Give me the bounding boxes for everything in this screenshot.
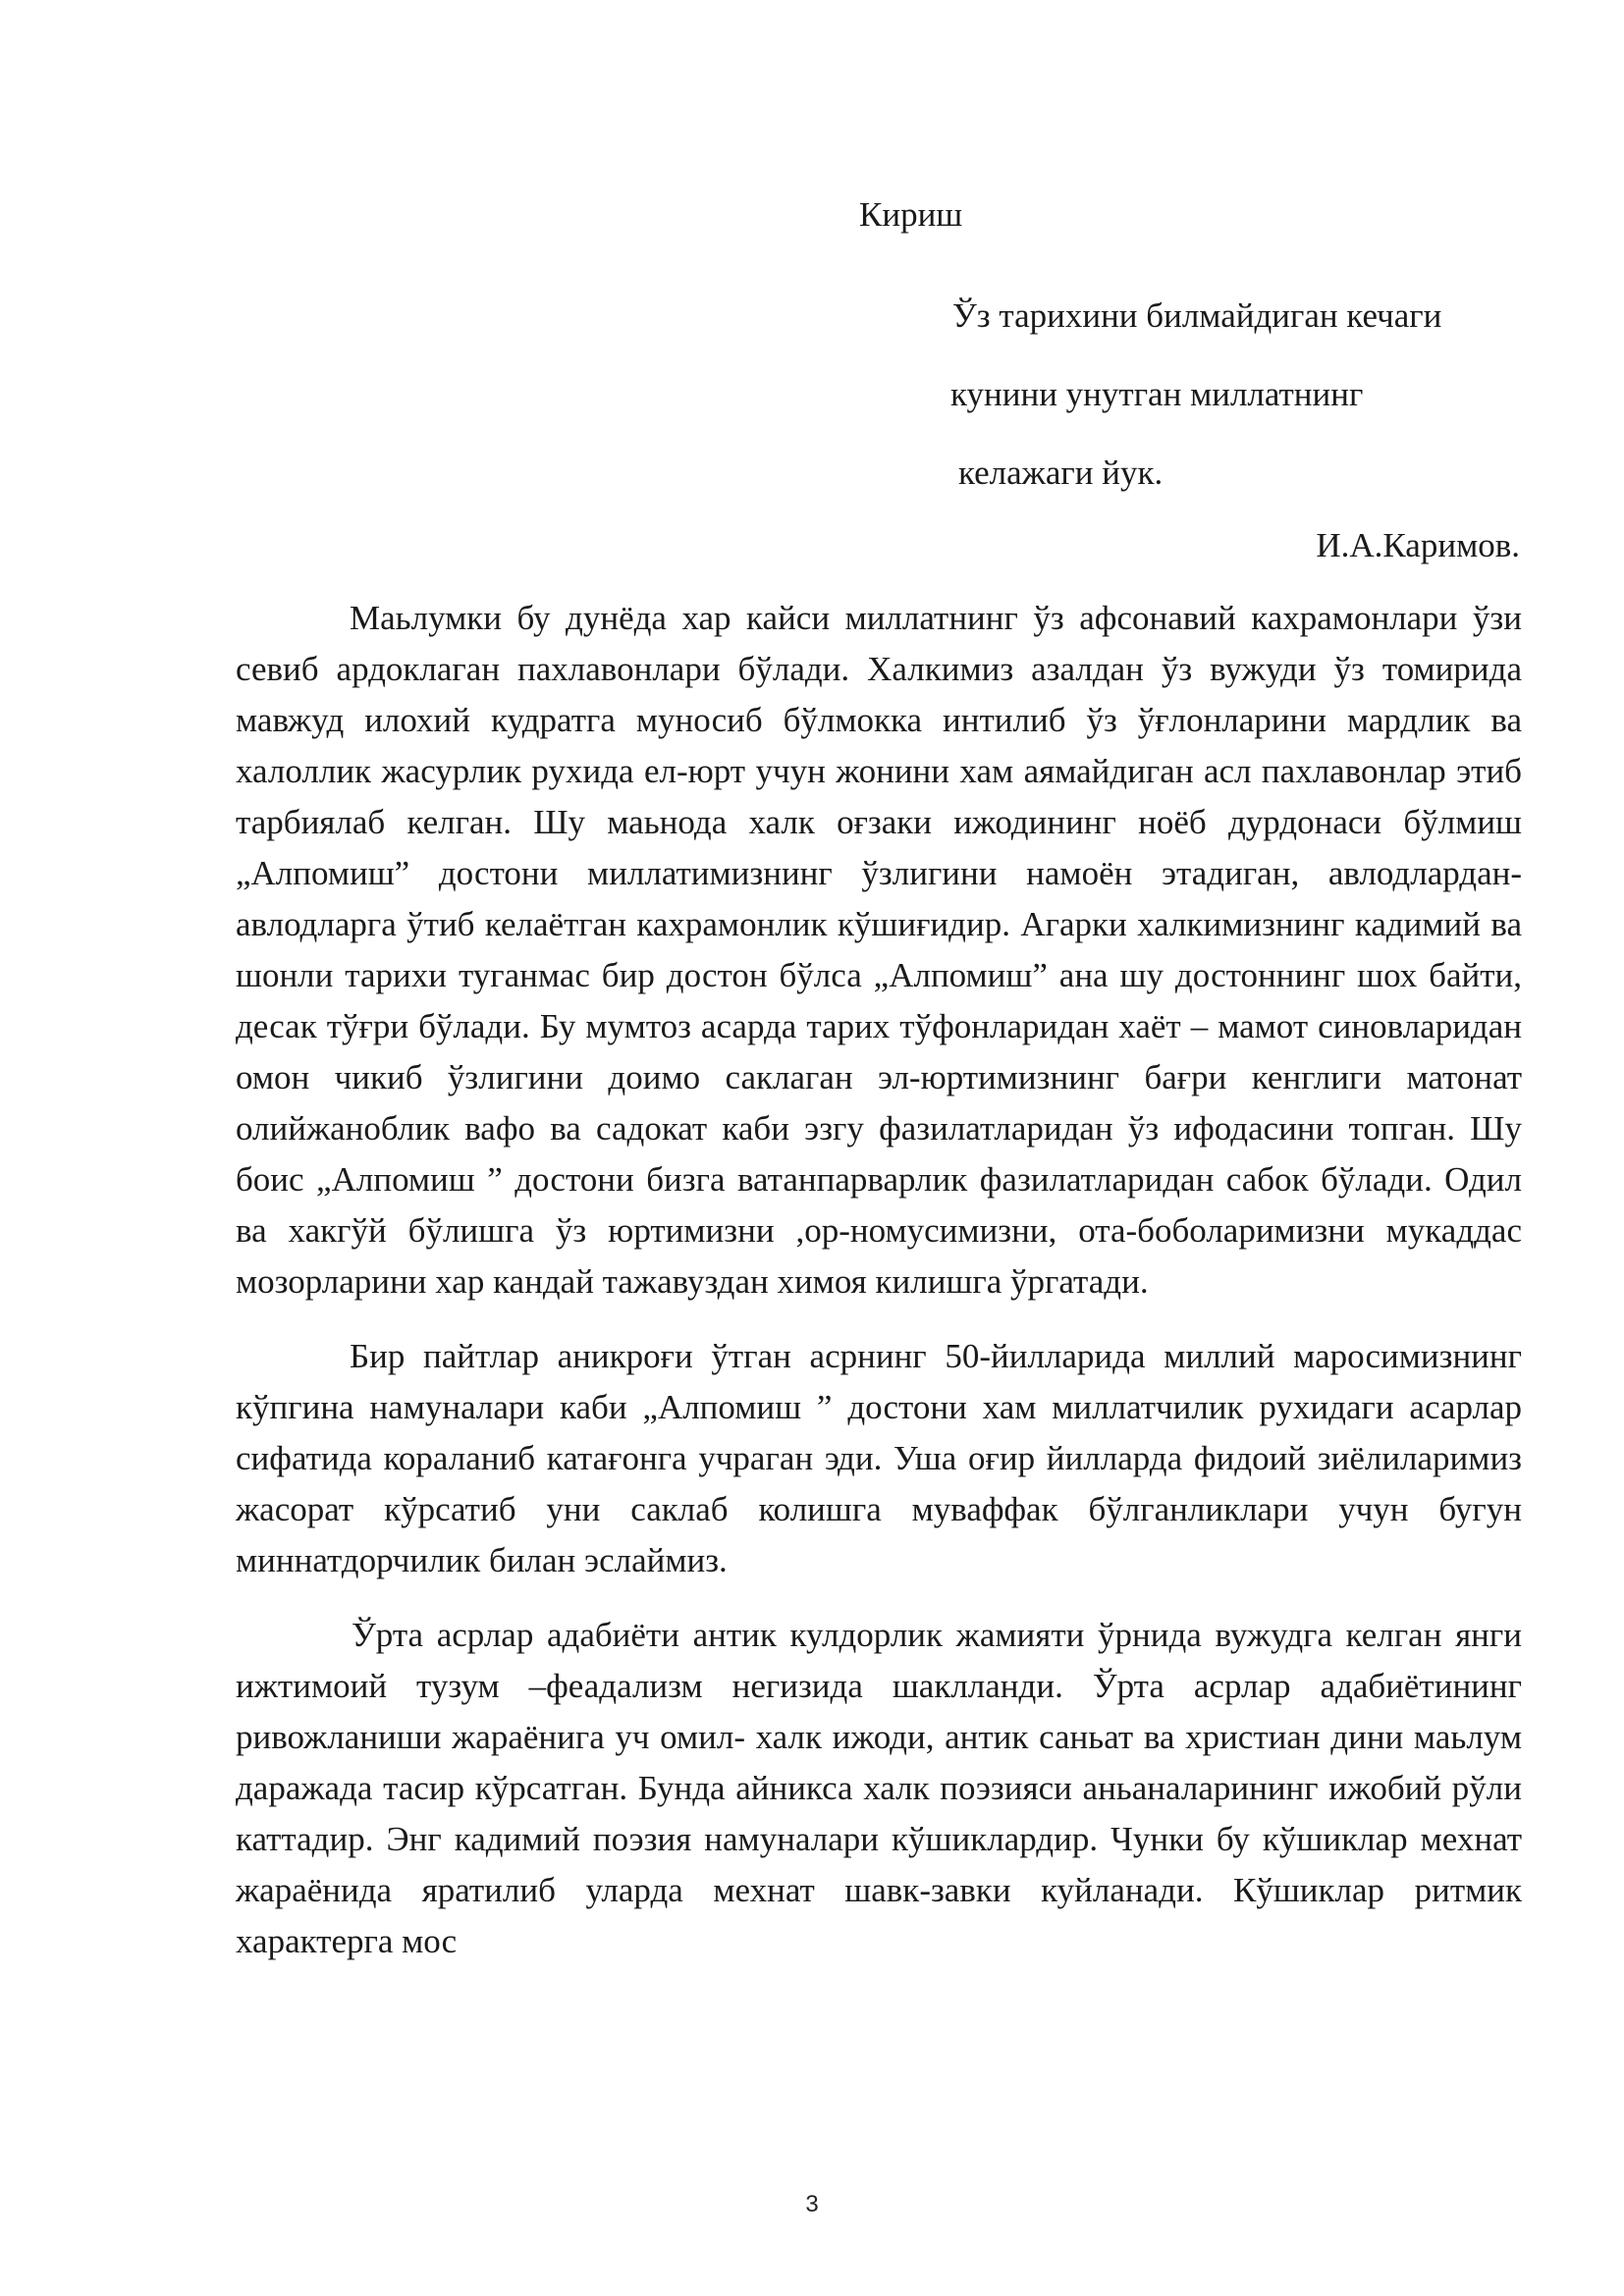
epigraph [952, 277, 1542, 512]
page-number: 3 [805, 2191, 819, 2217]
page-heading: Кириш [859, 195, 963, 234]
paragraph: Ўрта асрлар адабиёти антик кулдорлик жамияти ўрнида вужудга келган янги ижтимоий тузум –феадализм негизида шаклланди. Ўрта асрлар адабиётининг ривожланиши жараёнига уч омил- халк ижоди, антик саньат ва христиан дини маьлум даражада тасир кўрсатган. Бунда айникса халк поэзияси аньаналарининг ижобий рўли каттадир. Энг кадимий поэзия намуналари кўшиклардир. Чунки бу кўшиклар мехнат жараёнида яратилиб уларда мехнат шавк-завки куйланади. Кўшиклар ритмик характерга мос [236, 1616, 1522, 1960]
epigraph-line: келажаги йук. [958, 454, 1164, 492]
epigraph-author: И.А.Каримов. [1316, 526, 1520, 564]
epigraph-line: Ўз тарихини билмайдиган кечаги [952, 296, 1442, 335]
paragraph: Бир пайтлар аникроғи ўтган асрнинг 50-йилларида миллий маросимизнинг кўпгина намуналари каби „Алпомиш ” достони хам миллатчилик рухидаги асарлар сифатида кораланиб катағонга учраган эди. Уша оғир йилларда фидоий зиёлиларимиз жасорат кўрсатиб уни саклаб колишга муваффак бўлганликлари учун бугун миннатдорчилик билан эслаймиз. [236, 1337, 1522, 1579]
epigraph-line: кунини унутган миллатнинг [950, 375, 1364, 413]
body-text [236, 593, 1522, 1991]
paragraph: Маьлумки бу дунёда хар кайси миллатнинг ўз афсонавий кахрамонлари ўзи севиб ардоклаган пахлавонлари бўлади. Халкимиз азалдан ўз вужуди ўз томирида мавжуд илохий кудратга муносиб бўлмокка интилиб ўз ўғлонларини мардлик ва халоллик жасурлик рухида ел-юрт учун жонини хам аямайдиган асл пахлавонлар этиб тарбиялаб келган. Шу маьнода халк оғзаки ижодининг ноёб дурдонаси бўлмиш „Алпомиш” достони миллатимизнинг ўзлигини намоён этадиган, авлодлардан-авлодларга ўтиб келаётган кахрамонлик кўшиғидир. Агарки халкимизнинг кадимий ва шонли тарихи туганмас бир достон бўлса „Алпомиш” ана шу достоннинг шох байти, десак тўғри бўлади. Бу мумтоз асарда тарих тўфонларидан хаёт – мамот синовларидан омон чикиб ўзлигини доимо саклаган эл-юртимизнинг бағри кенглиги матонат олийжаноблик вафо ва садокат каби эзгу фазилатларидан ўз ифодасини топган. Шу боис „Алпомиш ” достони бизга ватанпарварлик фазилатларидан сабок бўлади. Одил ва хакгўй бўлишга ўз юртимизни ,ор-номусимизни, ота-боболаримизни мукаддас мозорларини хар кандай тажавуздан химоя килишга ўргатади. [236, 599, 1522, 1301]
